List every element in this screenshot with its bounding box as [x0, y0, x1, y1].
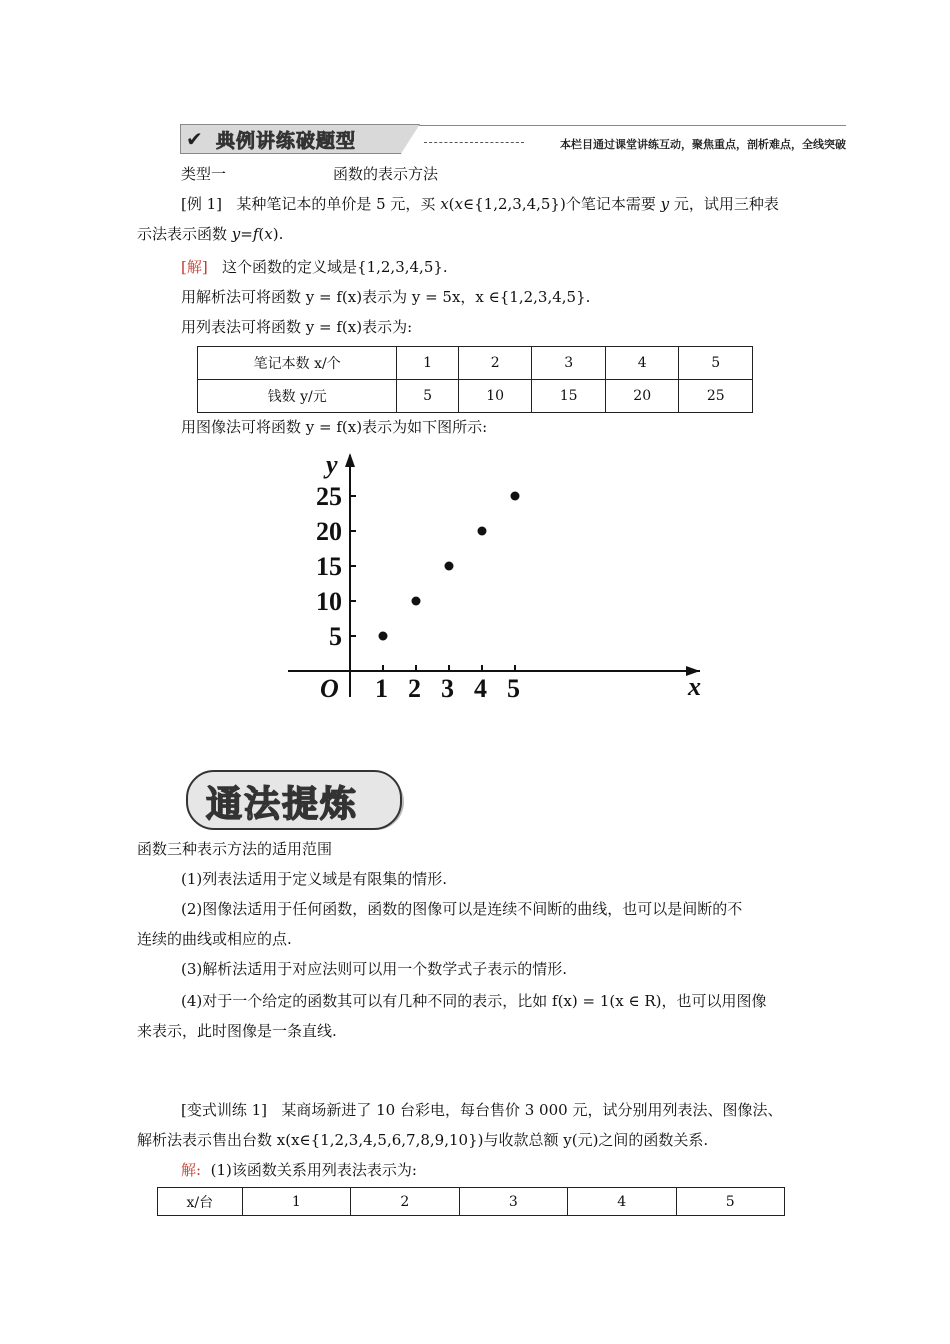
- badge-text: 通法提炼: [206, 784, 359, 825]
- y-tick-label: 25: [316, 482, 342, 511]
- data-point: [445, 562, 454, 571]
- solution-label: [解]: [181, 258, 208, 276]
- var-f: f: [252, 225, 259, 243]
- tongfa-item-4a: (4)对于一个给定的函数其可以有几种不同的表示，比如 f(x) = 1(x ∈ R)，也可以用图像: [181, 992, 767, 1010]
- table-cell: 1: [242, 1188, 350, 1216]
- scatter-chart: [280, 445, 720, 705]
- var-y: y: [660, 195, 670, 213]
- table-notebooks: [197, 346, 753, 413]
- table-cell: 4: [605, 347, 679, 380]
- example-text: (: [448, 195, 455, 213]
- table-header-cell: 钱数 y/元: [198, 380, 397, 413]
- table-row: [158, 1188, 785, 1216]
- variant-label: [变式训练 1]: [181, 1101, 268, 1119]
- variant-solution: [181, 1159, 417, 1180]
- x-axis-label: x: [688, 672, 701, 701]
- y-tick-label: 20: [316, 517, 342, 546]
- type-label: 类型一: [181, 165, 227, 183]
- example-text: (: [258, 225, 265, 243]
- y-axis-arrow: [345, 453, 355, 467]
- section-banner: [180, 124, 846, 154]
- variant-solution-label: 解:: [181, 1161, 202, 1179]
- table-cell: 5: [679, 347, 753, 380]
- table-row: [198, 380, 753, 413]
- example-line-2: [137, 223, 283, 244]
- type-title: 函数的表示方法: [333, 165, 439, 183]
- x-tick-label: 2: [408, 674, 421, 703]
- banner-subtitle: 本栏目通过课堂讲练互动，聚焦重点，剖析难点，全线突破: [560, 138, 846, 151]
- table-row: [198, 347, 753, 380]
- data-point: [478, 527, 487, 536]
- table-cell: 3: [459, 1188, 567, 1216]
- example-text: 示法表示函数: [137, 225, 232, 243]
- example-text: =: [240, 225, 253, 243]
- table-cell: 3: [532, 347, 606, 380]
- banner-title: 典例讲练破题型: [216, 130, 357, 152]
- var-x: x: [454, 195, 463, 213]
- table-cell: 15: [532, 380, 606, 413]
- table-cell: 1: [397, 347, 459, 380]
- variant-solution-text: (1)该函数关系用列表法表示为:: [210, 1161, 417, 1179]
- var-x: x: [264, 225, 273, 243]
- solution-line-2: 用解析法可将函数 y = f(x)表示为 y = 5x，x ∈{1,2,3,4,5}.: [181, 288, 591, 306]
- y-axis-label: y: [326, 450, 338, 479]
- y-tick-label: 10: [316, 587, 342, 616]
- table-cell: 4: [568, 1188, 676, 1216]
- data-point: [511, 492, 520, 501]
- x-tick-label: 1: [375, 674, 388, 703]
- x-tick-label: 3: [441, 674, 454, 703]
- tongfa-item-2b: 连续的曲线或相应的点.: [137, 930, 292, 948]
- table-cell: 2: [351, 1188, 459, 1216]
- solution-line-3: 用列表法可将函数 y = f(x)表示为:: [181, 318, 413, 336]
- example-text: 元，试用三种表: [669, 195, 779, 213]
- table-cell: 20: [605, 380, 679, 413]
- x-tick-label: 4: [474, 674, 487, 703]
- example-text: 某种笔记本的单价是 5 元，买: [236, 195, 441, 213]
- check-icon: ✔: [186, 127, 203, 151]
- var-y: y: [231, 225, 241, 243]
- table-cell: 5: [676, 1188, 785, 1216]
- solution-line-1: [181, 256, 448, 277]
- tongfa-item-4b: 来表示，此时图像是一条直线.: [137, 1022, 337, 1040]
- banner-dashed-line: [424, 142, 524, 143]
- tongfa-title: 函数三种表示方法的适用范围: [137, 840, 333, 858]
- origin-label: O: [320, 674, 339, 703]
- example-line-1: [181, 193, 779, 214]
- y-tick-label: 15: [316, 552, 342, 581]
- variant-line-1: [181, 1099, 782, 1120]
- tongfa-item-3: (3)解析法适用于对应法则可以用一个数学式子表示的情形.: [181, 960, 568, 978]
- data-point: [379, 632, 388, 641]
- tongfa-item-2a: (2)图像法适用于任何函数，函数的图像可以是连续不间断的曲线，也可以是间断的不: [181, 900, 743, 918]
- table-cell: 25: [679, 380, 753, 413]
- table-header-cell: x/台: [158, 1188, 243, 1216]
- y-tick-label: 5: [329, 622, 342, 651]
- banner-top-line: [410, 125, 846, 126]
- tongfa-item-1: (1)列表法适用于定义域是有限集的情形.: [181, 870, 448, 888]
- variant-line-2: 解析法表示售出台数 x(x∈{1,2,3,4,5,6,7,8,9,10})与收款总额 y(元)之间的函数关系.: [137, 1131, 709, 1149]
- solution-text: 这个函数的定义域是{1,2,3,4,5}.: [222, 258, 448, 276]
- table-cell: 5: [397, 380, 459, 413]
- example-text: ∈{1,2,3,4,5})个笔记本需要: [463, 195, 661, 213]
- variant-text: 某商场新进了 10 台彩电，每台售价 3 000 元，试分别用列表法、图像法、: [281, 1101, 783, 1119]
- example-text: ).: [272, 225, 284, 243]
- table-tv: [157, 1187, 785, 1216]
- solution-line-4: 用图像法可将函数 y = f(x)表示为如下图所示:: [181, 418, 488, 436]
- example-label: [例 1]: [181, 195, 223, 213]
- x-tick-label: 5: [507, 674, 520, 703]
- table-header-cell: 笔记本数 x/个: [198, 347, 397, 380]
- data-point: [412, 597, 421, 606]
- table-cell: 2: [458, 347, 532, 380]
- var-x: x: [440, 195, 449, 213]
- table-cell: 10: [458, 380, 532, 413]
- tongfa-badge: [186, 770, 404, 830]
